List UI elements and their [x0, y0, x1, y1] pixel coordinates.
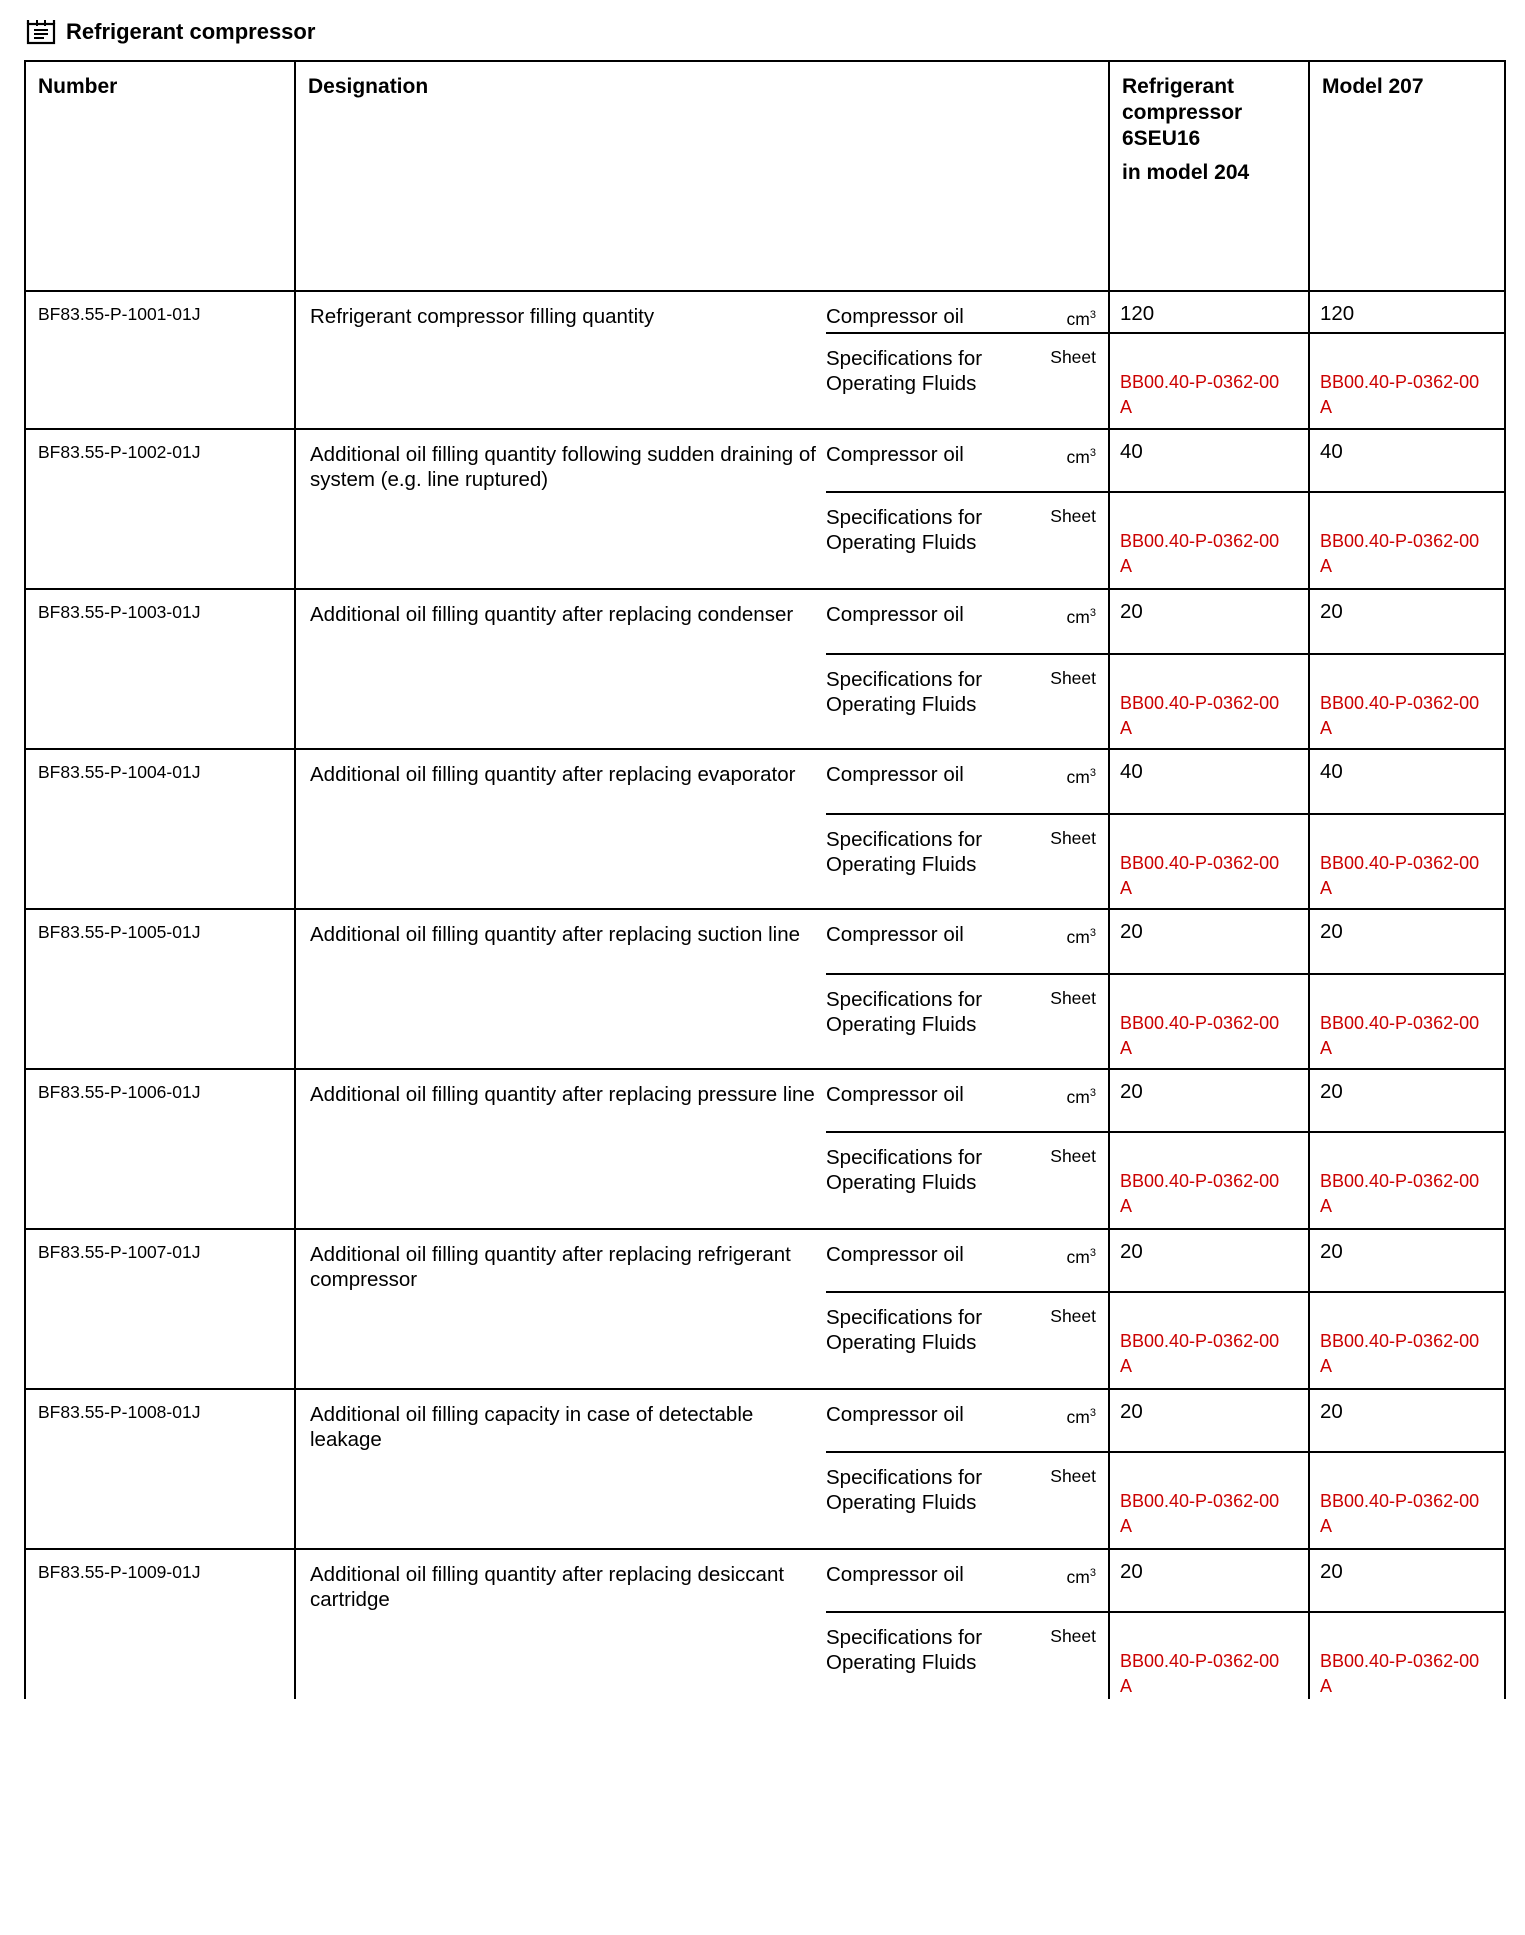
compressor-oil-label: Compressor oil [826, 305, 964, 328]
table-row [25, 1069, 1505, 1229]
sheet-reference-link[interactable] [1310, 975, 1504, 1061]
sheet-label: Sheet [1050, 828, 1096, 848]
spec-line: Operating Fluids [826, 1331, 977, 1354]
compressor-oil-label: Compressor oil [826, 763, 964, 786]
spec-line: Specifications for [826, 1146, 983, 1169]
spec-line: Specifications for [826, 1626, 983, 1649]
specifications-label [826, 1465, 982, 1515]
sheet-reference-link[interactable] [1310, 1293, 1504, 1379]
compressor-oil-label: Compressor oil [826, 1403, 964, 1426]
value-6seu16: 40 [1110, 750, 1308, 815]
value-model-207-cell [1309, 1549, 1505, 1699]
sheet-ref-line: A [1320, 397, 1333, 417]
row-subfields [826, 292, 1108, 396]
table-row [25, 291, 1505, 429]
spec-line: Operating Fluids [826, 693, 977, 716]
sheet-ref-line: A [1120, 397, 1133, 417]
sheet-reference-link[interactable] [1110, 493, 1308, 579]
value-model-207: 120 [1310, 292, 1504, 334]
compressor-oil-label: Compressor oil [826, 443, 964, 466]
unit-cm3 [1067, 1402, 1096, 1451]
spec-line: Operating Fluids [826, 853, 977, 876]
oil-subrow [826, 430, 1108, 493]
unit-base: cm [1066, 606, 1090, 627]
row-subfields [826, 1550, 1108, 1675]
unit-base: cm [1066, 1246, 1090, 1267]
spec-subrow [826, 1293, 1108, 1355]
row-number: BF83.55-P-1009-01J [25, 1549, 295, 1699]
spec-line: Operating Fluids [826, 531, 977, 554]
header-col1-line: Refrigerant [1122, 75, 1235, 98]
row-number: BF83.55-P-1001-01J [25, 291, 295, 429]
value-6seu16: 20 [1110, 590, 1308, 655]
unit-exponent: 3 [1089, 447, 1096, 459]
row-designation-cell [295, 1229, 1109, 1389]
spec-subrow [826, 1453, 1108, 1515]
oil-subrow [826, 1070, 1108, 1133]
row-designation: Additional oil filling quantity after replacing suction line [310, 923, 801, 946]
header-col1-line: in model 204 [1122, 161, 1250, 184]
table-row [25, 589, 1505, 749]
sheet-ref-line: BB00.40-P-0362-00 [1120, 1331, 1280, 1351]
unit-base: cm [1066, 926, 1090, 947]
value-model-207-cell [1309, 749, 1505, 909]
unit-cm3 [1067, 1082, 1096, 1131]
row-subfields [826, 1070, 1108, 1195]
oil-subrow [826, 590, 1108, 655]
unit-exponent: 3 [1089, 1567, 1096, 1579]
row-designation: Additional oil filling quantity following sudden draining of system (e.g. line ruptured) [310, 443, 816, 491]
specifications-label [826, 987, 982, 1037]
sheet-label: Sheet [1050, 506, 1096, 526]
sheet-label: Sheet [1050, 1626, 1096, 1646]
sheet-reference-link[interactable] [1110, 815, 1308, 901]
row-number: BF83.55-P-1007-01J [25, 1229, 295, 1389]
spec-line: Specifications for [826, 668, 983, 691]
sheet-label: Sheet [1050, 347, 1096, 367]
sheet-reference-link[interactable] [1110, 655, 1308, 741]
table-row [25, 749, 1505, 909]
sheet-reference-link[interactable] [1110, 1293, 1308, 1379]
sheet-reference-link[interactable] [1110, 975, 1308, 1061]
value-6seu16-cell [1109, 1069, 1309, 1229]
spec-line: Specifications for [826, 506, 983, 529]
unit-base: cm [1066, 446, 1090, 467]
header-model-207: Model 207 [1309, 61, 1505, 291]
value-6seu16-cell [1109, 589, 1309, 749]
value-6seu16: 40 [1110, 430, 1308, 493]
header-designation: Designation [295, 61, 1109, 291]
sheet-ref-line: A [1120, 1196, 1133, 1216]
oil-subrow [826, 1390, 1108, 1453]
header-col1-line: 6SEU16 [1122, 127, 1201, 150]
sheet-ref-line: A [1320, 1196, 1333, 1216]
oil-subrow [826, 292, 1108, 334]
header-compressor-6seu16 [1109, 61, 1309, 291]
sheet-ref-line: A [1320, 718, 1333, 738]
row-designation-cell [295, 1389, 1109, 1549]
value-6seu16-cell [1109, 1389, 1309, 1549]
spec-line: Operating Fluids [826, 1013, 977, 1036]
unit-base: cm [1066, 1406, 1090, 1427]
row-subfields [826, 1230, 1108, 1355]
row-designation: Additional oil filling quantity after replacing pressure line [310, 1083, 815, 1106]
unit-cm3 [1067, 304, 1096, 332]
table-row [25, 1389, 1505, 1549]
sheet-ref-line: BB00.40-P-0362-00 [1120, 1651, 1280, 1671]
sheet-ref-line: BB00.40-P-0362-00 [1120, 531, 1280, 551]
sheet-reference-link[interactable] [1310, 1613, 1504, 1699]
header-col1-line: compressor [1122, 101, 1243, 124]
sheet-ref-line: BB00.40-P-0362-00 [1120, 1171, 1280, 1191]
document-list-icon [26, 19, 56, 45]
sheet-ref-line: BB00.40-P-0362-00 [1120, 853, 1280, 873]
oil-subrow [826, 910, 1108, 975]
value-model-207-cell [1309, 1389, 1505, 1549]
sheet-reference-link[interactable] [1110, 1133, 1308, 1219]
sheet-ref-line: BB00.40-P-0362-00 [1320, 853, 1480, 873]
oil-subrow [826, 1230, 1108, 1293]
unit-cm3 [1067, 442, 1096, 491]
specifications-label [826, 1305, 982, 1355]
specifications-label [826, 1145, 982, 1195]
row-number: BF83.55-P-1006-01J [25, 1069, 295, 1229]
specifications-label [826, 667, 982, 717]
unit-base: cm [1066, 766, 1090, 787]
sheet-ref-line: A [1120, 556, 1133, 576]
value-6seu16: 20 [1110, 1390, 1308, 1453]
sheet-ref-line: A [1320, 1676, 1333, 1696]
unit-cm3 [1067, 922, 1096, 973]
value-model-207-cell [1309, 909, 1505, 1069]
value-6seu16: 20 [1110, 1550, 1308, 1613]
spec-subrow [826, 655, 1108, 717]
row-subfields [826, 430, 1108, 555]
value-6seu16-cell [1109, 1229, 1309, 1389]
value-model-207: 20 [1310, 910, 1504, 975]
value-6seu16-cell [1109, 749, 1309, 909]
compressor-oil-label: Compressor oil [826, 923, 964, 946]
sheet-ref-line: A [1120, 1356, 1133, 1376]
unit-exponent: 3 [1089, 927, 1096, 939]
row-designation-cell [295, 909, 1109, 1069]
sheet-reference-link[interactable] [1310, 493, 1504, 579]
compressor-oil-label: Compressor oil [826, 1563, 964, 1586]
specifications-table [24, 60, 1506, 1699]
oil-subrow [826, 1550, 1108, 1613]
unit-exponent: 3 [1089, 607, 1096, 619]
unit-exponent: 3 [1089, 1407, 1096, 1419]
spec-line: Operating Fluids [826, 1491, 977, 1514]
spec-line: Specifications for [826, 828, 983, 851]
sheet-ref-line: BB00.40-P-0362-00 [1120, 1013, 1280, 1033]
compressor-oil-label: Compressor oil [826, 1243, 964, 1266]
table-row [25, 1229, 1505, 1389]
row-number: BF83.55-P-1008-01J [25, 1389, 295, 1549]
sheet-ref-line: BB00.40-P-0362-00 [1320, 693, 1480, 713]
unit-cm3 [1067, 1562, 1096, 1611]
value-6seu16: 120 [1110, 292, 1308, 334]
sheet-ref-line: A [1120, 718, 1133, 738]
sheet-ref-line: BB00.40-P-0362-00 [1320, 1331, 1480, 1351]
sheet-reference-link[interactable] [1310, 334, 1504, 420]
value-model-207: 20 [1310, 590, 1504, 655]
oil-subrow [826, 750, 1108, 815]
sheet-ref-line: A [1320, 1038, 1333, 1058]
spec-subrow [826, 975, 1108, 1037]
sheet-reference-link[interactable] [1310, 655, 1504, 741]
row-designation: Refrigerant compressor filling quantity [310, 305, 655, 328]
unit-exponent: 3 [1089, 1087, 1096, 1099]
value-model-207-cell [1309, 429, 1505, 589]
unit-base: cm [1066, 1566, 1090, 1587]
sheet-reference-link[interactable] [1310, 1133, 1504, 1219]
row-number: BF83.55-P-1003-01J [25, 589, 295, 749]
row-designation-cell [295, 589, 1109, 749]
row-designation: Additional oil filling capacity in case of detectable leakage [310, 1403, 754, 1451]
value-model-207-cell [1309, 291, 1505, 429]
row-designation: Additional oil filling quantity after replacing refrigerant compressor [310, 1243, 791, 1291]
unit-base: cm [1066, 308, 1090, 329]
row-designation: Additional oil filling quantity after replacing desiccant cartridge [310, 1563, 785, 1611]
value-6seu16: 20 [1110, 910, 1308, 975]
sheet-ref-line: BB00.40-P-0362-00 [1320, 1013, 1480, 1033]
spec-line: Specifications for [826, 1306, 983, 1329]
row-subfields [826, 910, 1108, 1037]
row-number: BF83.55-P-1004-01J [25, 749, 295, 909]
sheet-ref-line: BB00.40-P-0362-00 [1120, 693, 1280, 713]
row-designation-cell [295, 1069, 1109, 1229]
value-model-207: 40 [1310, 430, 1504, 493]
compressor-oil-label: Compressor oil [826, 1083, 964, 1106]
sheet-ref-line: A [1320, 878, 1333, 898]
sheet-reference-link[interactable] [1310, 1453, 1504, 1539]
specifications-label [826, 827, 982, 877]
sheet-label: Sheet [1050, 988, 1096, 1008]
spec-subrow [826, 1613, 1108, 1675]
unit-base: cm [1066, 1086, 1090, 1107]
row-number: BF83.55-P-1005-01J [25, 909, 295, 1069]
spec-line: Specifications for [826, 347, 983, 370]
spec-subrow [826, 1133, 1108, 1195]
row-designation-cell [295, 1549, 1109, 1699]
sheet-ref-line: BB00.40-P-0362-00 [1120, 1491, 1280, 1511]
table-row [25, 429, 1505, 589]
specifications-label [826, 505, 982, 555]
spec-line: Operating Fluids [826, 1171, 977, 1194]
row-subfields [826, 1390, 1108, 1515]
unit-cm3 [1067, 1242, 1096, 1291]
value-6seu16: 20 [1110, 1230, 1308, 1293]
value-6seu16-cell [1109, 1549, 1309, 1699]
sheet-label: Sheet [1050, 1146, 1096, 1166]
value-6seu16-cell [1109, 909, 1309, 1069]
spec-line: Specifications for [826, 1466, 983, 1489]
unit-cm3 [1067, 602, 1096, 653]
sheet-label: Sheet [1050, 668, 1096, 688]
sheet-reference-link[interactable] [1110, 1613, 1308, 1699]
spec-line: Specifications for [826, 988, 983, 1011]
sheet-ref-line: BB00.40-P-0362-00 [1320, 372, 1480, 392]
sheet-reference-link[interactable] [1110, 334, 1308, 420]
value-model-207: 20 [1310, 1550, 1504, 1613]
specifications-label [826, 1625, 982, 1675]
unit-exponent: 3 [1089, 767, 1096, 779]
sheet-ref-line: A [1120, 878, 1133, 898]
table-row [25, 909, 1505, 1069]
unit-cm3 [1067, 762, 1096, 813]
value-model-207: 20 [1310, 1070, 1504, 1133]
sheet-reference-link[interactable] [1310, 815, 1504, 901]
row-designation-cell [295, 291, 1109, 429]
spec-subrow [826, 334, 1108, 396]
sheet-ref-line: A [1120, 1516, 1133, 1536]
row-subfields [826, 750, 1108, 877]
specifications-label [826, 346, 982, 396]
value-model-207: 40 [1310, 750, 1504, 815]
sheet-label: Sheet [1050, 1466, 1096, 1486]
table-row [25, 1549, 1505, 1699]
row-designation-cell [295, 429, 1109, 589]
sheet-ref-line: BB00.40-P-0362-00 [1320, 1171, 1480, 1191]
value-model-207-cell [1309, 1229, 1505, 1389]
table-header-row [25, 61, 1505, 291]
sheet-ref-line: BB00.40-P-0362-00 [1120, 372, 1280, 392]
value-6seu16: 20 [1110, 1070, 1308, 1133]
page-title-text: Refrigerant compressor [66, 19, 316, 44]
sheet-label: Sheet [1050, 1306, 1096, 1326]
value-model-207-cell [1309, 589, 1505, 749]
sheet-ref-line: BB00.40-P-0362-00 [1320, 1651, 1480, 1671]
spec-subrow [826, 493, 1108, 555]
sheet-ref-line: A [1120, 1676, 1133, 1696]
unit-exponent: 3 [1089, 1247, 1096, 1259]
sheet-ref-line: A [1320, 556, 1333, 576]
sheet-ref-line: A [1320, 1516, 1333, 1536]
spec-line: Operating Fluids [826, 372, 977, 395]
row-designation: Additional oil filling quantity after replacing evaporator [310, 763, 796, 786]
row-subfields [826, 590, 1108, 717]
sheet-ref-line: A [1120, 1038, 1133, 1058]
value-model-207: 20 [1310, 1390, 1504, 1453]
sheet-ref-line: BB00.40-P-0362-00 [1320, 531, 1480, 551]
value-6seu16-cell [1109, 429, 1309, 589]
compressor-oil-label: Compressor oil [826, 603, 964, 626]
page-title [26, 14, 315, 50]
row-number: BF83.55-P-1002-01J [25, 429, 295, 589]
unit-exponent: 3 [1089, 309, 1096, 321]
spec-subrow [826, 815, 1108, 877]
spec-line: Operating Fluids [826, 1651, 977, 1674]
row-designation: Additional oil filling quantity after replacing condenser [310, 603, 794, 626]
sheet-ref-line: A [1320, 1356, 1333, 1376]
header-number: Number [25, 61, 295, 291]
sheet-reference-link[interactable] [1110, 1453, 1308, 1539]
value-6seu16-cell [1109, 291, 1309, 429]
value-model-207-cell [1309, 1069, 1505, 1229]
row-designation-cell [295, 749, 1109, 909]
sheet-ref-line: BB00.40-P-0362-00 [1320, 1491, 1480, 1511]
value-model-207: 20 [1310, 1230, 1504, 1293]
